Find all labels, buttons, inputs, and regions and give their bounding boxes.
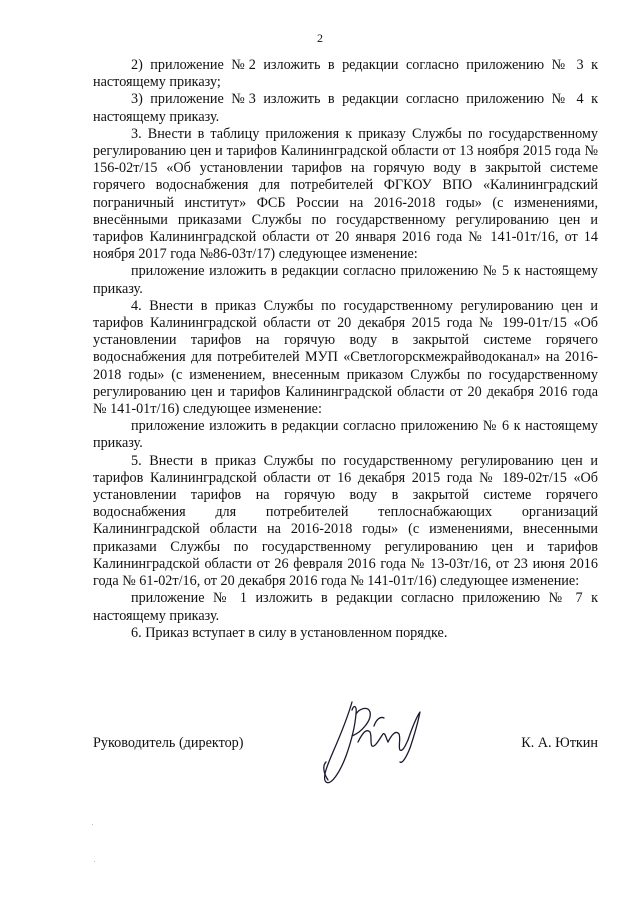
document-body [93,57,598,642]
paragraph-section-4: 4. Внести в приказ Службы по государственному регулированию цен и тарифов Калининградской области от 20 декабря 2015 года № 199-01т/15 «Об установлении тарифов на горячую воду в закрытой системе горячего водоснабжения для потребителей МУП «Светлогорскмежрайводоканал» на 2016-2018 годы» (с изменением, внесенным приказом Службы по государственному регулированию цен и тарифов Калининградской области от 20 декабря 2016 года № 141-01т/16) следующее изменение: [93,297,598,418]
paragraph-item-3: 3) приложение №3 изложить в редакции согласно приложению № 4 к настоящему приказу. [93,91,598,125]
scan-speck [92,824,93,825]
paragraph-item-2: 2) приложение №2 изложить в редакции согласно приложению № 3 к настоящему приказу; [93,57,598,91]
paragraph-section-3: 3. Внести в таблицу приложения к приказу Службы по государственному регулированию цен и тарифов Калининградской области от 13 ноября 2015 года № 156-02т/15 «Об установлении тарифов на горячую воду в закрытой системе горячего водоснабжения для потребителей ФГКОУ ВПО «Калининградский пограничный институт» ФСБ России на 2016-2018 годы» (с изменениями, внесёнными приказами Службы по государственному регулированию цен и тарифов Калининградской области от 20 января 2016 года № 141-01т/16, от 14 ноября 2017 года №86-03т/17) следующее изменение: [93,125,598,263]
signatory-name: К. А. Юткин [521,735,598,751]
paragraph-section-5: 5. Внести в приказ Службы по государственному регулированию цен и тарифов Калининградской области от 16 декабря 2015 года № 189-02т/15 «Об установлении тарифов на горячую воду в закрытой системе горячего водоснабжения для потребителей теплоснабжающих организаций Калининградской области на 2016-2018 годы» (с изменениями, внесенными приказами Службы по государственному регулированию цен и тарифов Калининградской области от 26 февраля 2016 года № 13-03т/16, от 23 июня 2016 года № 61-02т/16, от 20 декабря 2016 года № 141-01т/16) следующее изменение: [93,452,598,590]
paragraph-section-6: 6. Приказ вступает в силу в установленном порядке. [131,624,448,641]
scan-speck [94,861,95,862]
signatory-position: Руководитель (директор) [93,735,244,751]
paragraph-section-4-change: приложение изложить в редакции согласно приложению № 6 к настоящему приказу. [93,418,598,452]
page-number: 2 [317,31,323,45]
paragraph-section-3-change: приложение изложить в редакции согласно приложению № 5 к настоящему приказу. [93,263,598,297]
paragraph-section-5-change: приложение № 1 изложить в редакции согласно приложению № 7 к настоящему приказу. [93,590,598,624]
handwritten-signature [300,692,430,792]
